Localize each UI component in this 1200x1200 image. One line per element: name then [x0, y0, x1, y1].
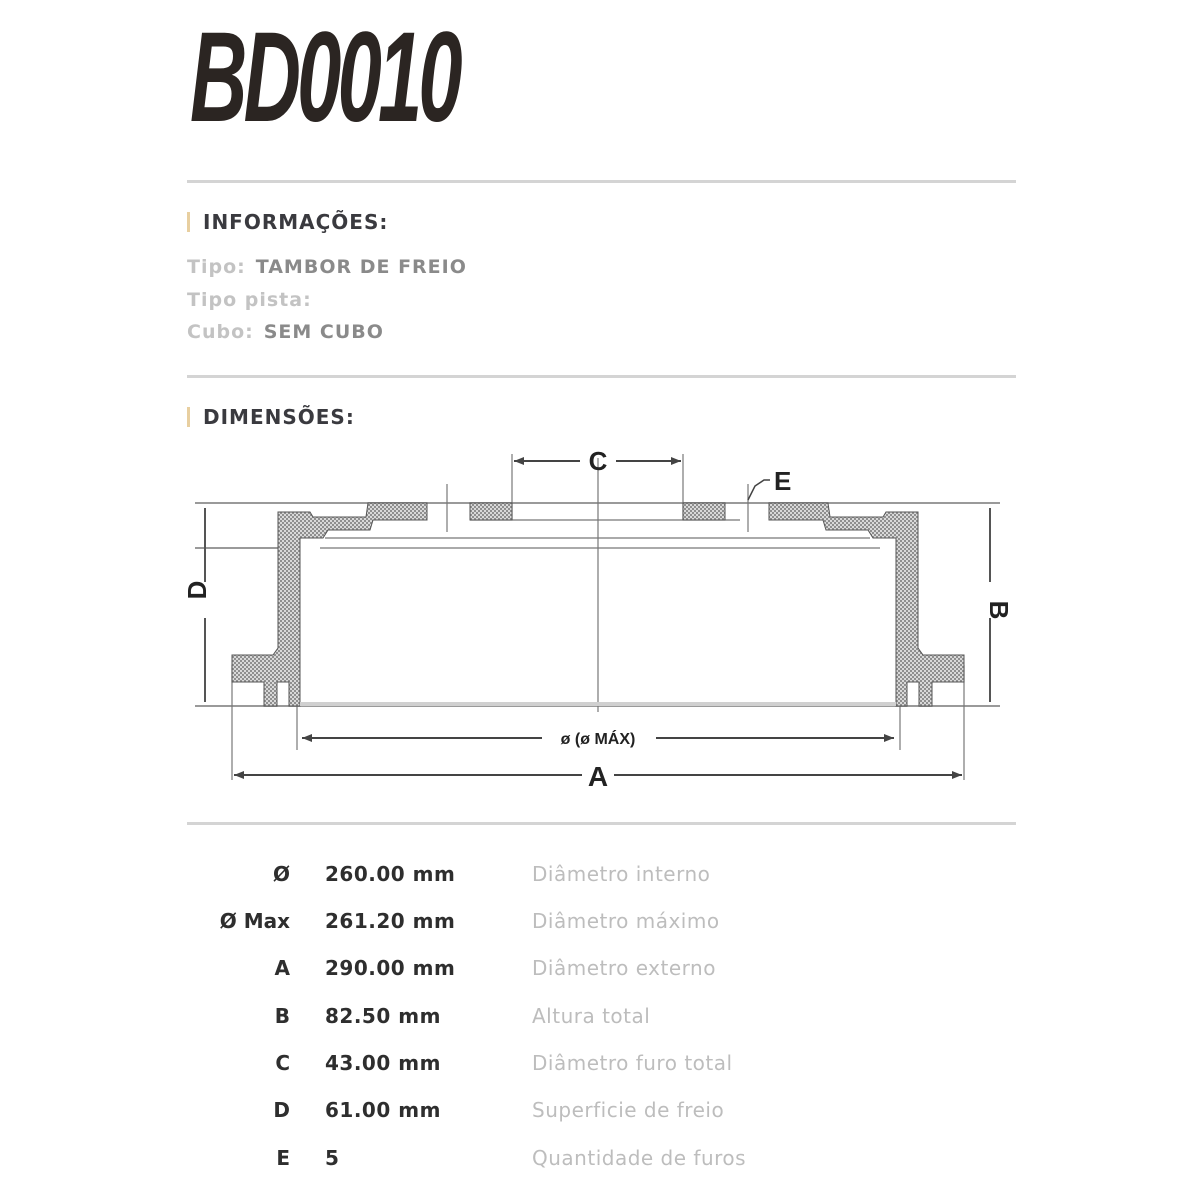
- spec-description: Diâmetro externo: [532, 956, 716, 980]
- info-label: Cubo:: [187, 321, 254, 343]
- spec-value: 82.50 mm: [325, 1004, 441, 1028]
- spec-value: 261.20 mm: [325, 909, 456, 933]
- spec-row: [200, 909, 820, 939]
- info-label: Tipo:: [187, 256, 246, 278]
- info-label: Tipo pista:: [187, 289, 312, 311]
- spec-key: Ø Max: [219, 909, 290, 933]
- spec-row: [200, 862, 820, 892]
- label-C: C: [588, 446, 608, 476]
- spec-value: 260.00 mm: [325, 862, 456, 886]
- accent-bar: [187, 212, 190, 232]
- dimensions-section-header: [187, 405, 355, 429]
- divider: [187, 822, 1016, 825]
- spec-description: Altura total: [532, 1004, 651, 1028]
- spec-key: Ø: [272, 862, 290, 886]
- spec-row: [200, 956, 820, 986]
- spec-description: Diâmetro furo total: [532, 1051, 733, 1075]
- info-value: SEM CUBO: [263, 321, 384, 343]
- spec-row: [200, 1146, 820, 1176]
- info-row-tipo-pista: [187, 289, 322, 311]
- divider: [187, 375, 1016, 378]
- label-E: E: [774, 466, 792, 496]
- spec-row: [200, 1004, 820, 1034]
- dimensions-heading: DIMENSÕES:: [203, 405, 355, 429]
- spec-key: C: [275, 1051, 290, 1075]
- info-row-tipo: [187, 256, 467, 278]
- label-D: D: [182, 580, 212, 600]
- spec-key: D: [273, 1098, 290, 1122]
- info-heading: INFORMAÇÕES:: [203, 210, 389, 234]
- label-B: B: [984, 600, 1014, 620]
- spec-key: B: [274, 1004, 290, 1028]
- divider: [187, 180, 1016, 183]
- spec-value: 43.00 mm: [325, 1051, 441, 1075]
- label-A: A: [587, 761, 609, 792]
- spec-value: 5: [325, 1146, 340, 1170]
- info-row-cubo: [187, 321, 384, 343]
- brake-drum-cross-section-diagram: [180, 440, 1020, 800]
- spec-description: Quantidade de furos: [532, 1146, 747, 1170]
- info-section-header: [187, 210, 388, 234]
- spec-key: E: [276, 1146, 290, 1170]
- spec-value: 61.00 mm: [325, 1098, 441, 1122]
- spec-row: [200, 1051, 820, 1081]
- spec-value: 290.00 mm: [325, 956, 456, 980]
- info-value: TAMBOR DE FREIO: [255, 256, 467, 278]
- product-code-title: BD0010: [190, 6, 459, 149]
- accent-bar: [187, 407, 190, 427]
- spec-key: A: [274, 956, 290, 980]
- label-diameter: ø (ø MÁX): [560, 731, 636, 748]
- spec-description: Superficie de freio: [532, 1098, 725, 1122]
- spec-description: Diâmetro interno: [532, 862, 711, 886]
- spec-description: Diâmetro máximo: [532, 909, 720, 933]
- spec-row: [200, 1098, 820, 1128]
